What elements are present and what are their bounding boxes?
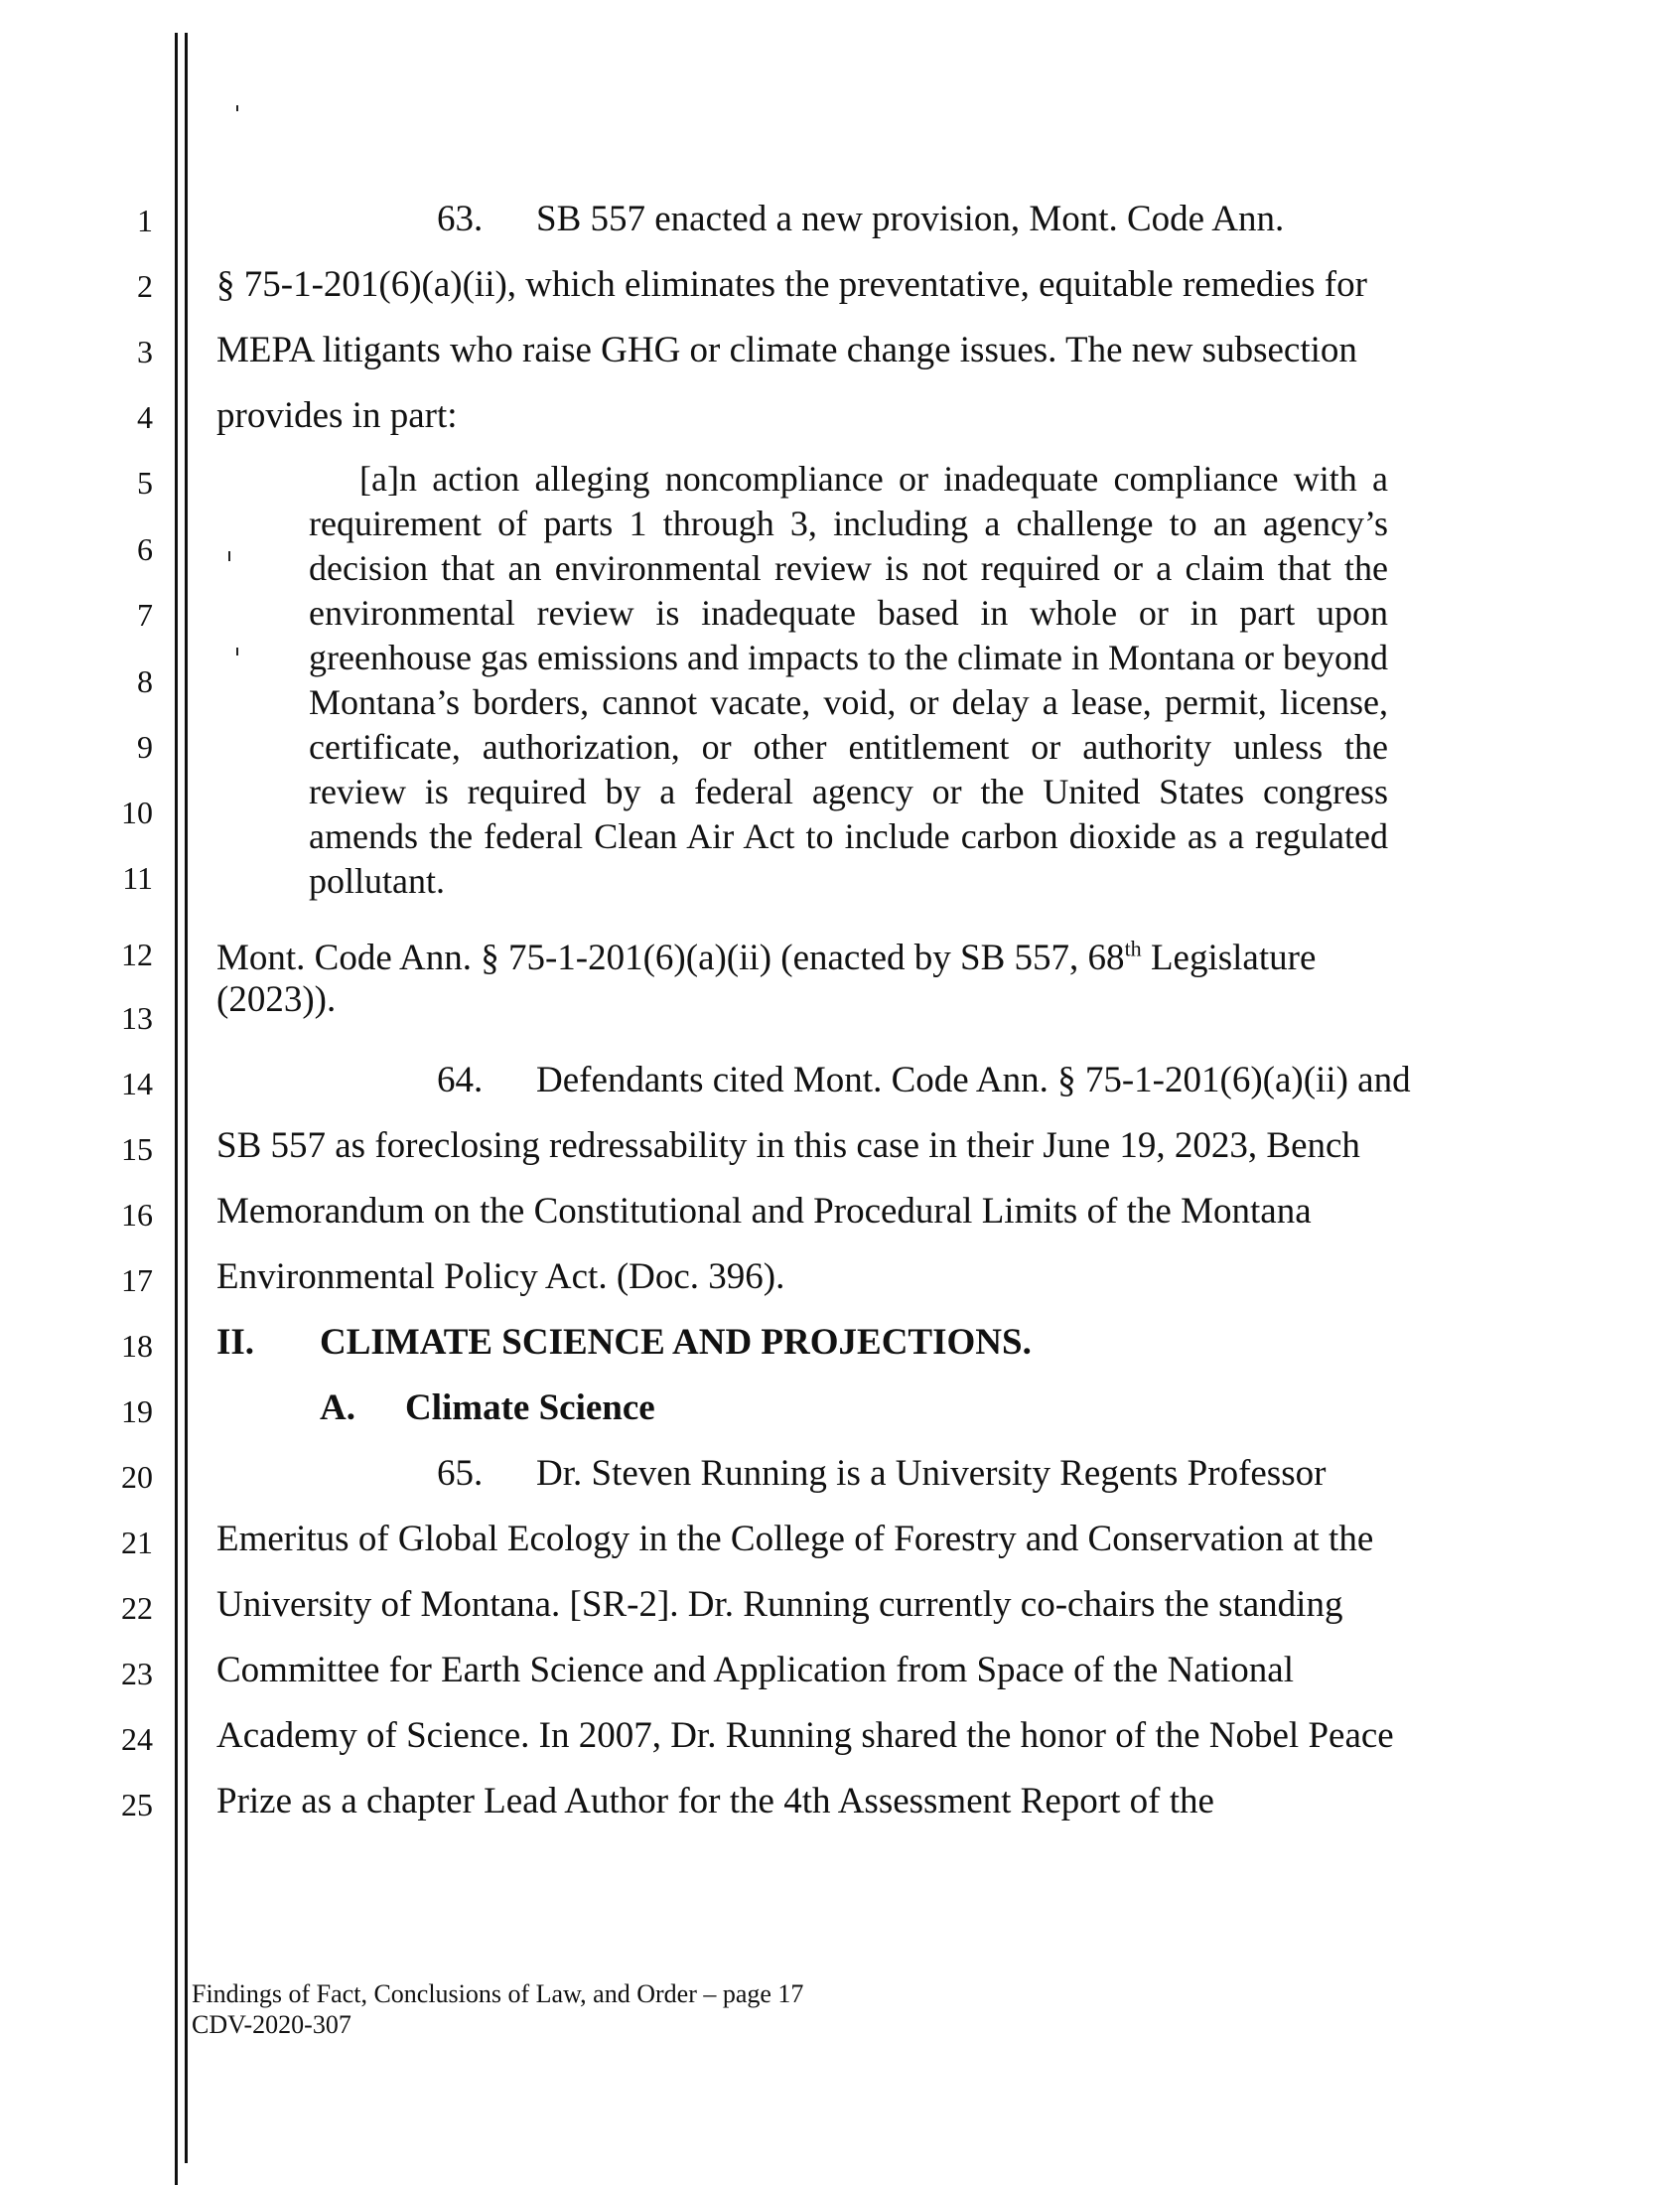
footer-title: Findings of Fact, Conclusions of Law, and Order – page 17	[192, 1979, 804, 2008]
para-64-line-2: SB 557 as foreclosing redressability in this case in their June 19, 2023, Bench	[216, 1125, 1360, 1166]
line-number: 5	[137, 465, 153, 501]
line-number: 8	[137, 663, 153, 699]
left-margin-rule-inner	[185, 33, 188, 2163]
para-65-line-4: Committee for Earth Science and Application from Space of the National	[216, 1650, 1294, 1690]
para-64-line-3: Memorandum on the Constitutional and Procedural Limits of the Montana	[216, 1191, 1312, 1232]
line-number: 13	[121, 1000, 153, 1036]
para-65-line-2: Emeritus of Global Ecology in the College of Forestry and Conservation at the	[216, 1519, 1374, 1559]
citation-line-2: (2023)).	[216, 979, 337, 1020]
line-number: 19	[121, 1393, 153, 1429]
para-63-line-1: 63. SB 557 enacted a new provision, Mont. Code Ann.	[437, 199, 1285, 239]
paragraph-number: 63.	[437, 199, 484, 239]
para-63-line-3: MEPA litigants who raise GHG or climate change issues. The new subsection	[216, 330, 1357, 370]
section-title: CLIMATE SCIENCE AND PROJECTIONS.	[320, 1322, 1032, 1363]
line-number: 7	[137, 597, 153, 633]
line-number: 15	[121, 1131, 153, 1167]
para-65-line-6: Prize as a chapter Lead Author for the 4th Assessment Report of the	[216, 1781, 1214, 1821]
line-number: 16	[121, 1197, 153, 1233]
subsection-title: Climate Science	[405, 1387, 655, 1428]
scan-artifact	[228, 551, 230, 561]
page-footer	[192, 1978, 803, 2040]
line-number: 1	[137, 203, 153, 238]
para-63-line-4: provides in part:	[216, 395, 458, 436]
para-64-line-4: Environmental Policy Act. (Doc. 396).	[216, 1256, 785, 1297]
line-number: 6	[137, 531, 153, 567]
line-number: 14	[121, 1066, 153, 1101]
citation-line-1: Mont. Code Ann. § 75-1-201(6)(a)(ii) (enacted by SB 557, 68th Legislature	[216, 936, 1317, 978]
line-number: 25	[121, 1787, 153, 1822]
line-number: 20	[121, 1459, 153, 1495]
line-number: 23	[121, 1656, 153, 1691]
line-number: 10	[121, 795, 153, 830]
subsection-letter: A.	[320, 1387, 355, 1428]
block-quote-text: [a]n action alleging noncompliance or inadequate compliance with a requirement of parts 1 through 3, including a challenge to an agency’s decision that an environmental review is not required or a claim that the environmental review is inadequate based in whole or in part upon greenhouse gas emissions and impacts to the climate in Montana or beyond Montana’s borders, cannot vacate, void, or delay a lease, permit, license, certificate, authorization, or other entitlement or authority unless the review is required by a federal agency or the United States congress amends the federal Clean Air Act to include carbon dioxide as a regulated pollutant.	[309, 459, 1388, 901]
line-number: 4	[137, 399, 153, 435]
para-63-line-2: § 75-1-201(6)(a)(ii), which eliminates the preventative, equitable remedies for	[216, 264, 1367, 305]
line-number: 2	[137, 268, 153, 304]
line-number: 22	[121, 1590, 153, 1626]
line-number: 17	[121, 1262, 153, 1298]
section-heading	[216, 1323, 1032, 1363]
statute-block-quote	[309, 457, 1388, 904]
para-65-line-5: Academy of Science. In 2007, Dr. Running shared the honor of the Nobel Peace	[216, 1715, 1394, 1756]
line-number: 11	[122, 860, 153, 896]
case-number: CDV-2020-307	[192, 2010, 351, 2039]
paragraph-number: 65.	[437, 1453, 484, 1494]
para-65-line-1: 65. Dr. Steven Running is a University Regents Professor	[437, 1453, 1327, 1494]
line-number: 18	[121, 1328, 153, 1364]
section-number: II.	[216, 1322, 255, 1363]
paragraph-number: 64.	[437, 1060, 484, 1100]
subsection-heading	[320, 1388, 655, 1428]
para-64-line-1: 64. Defendants cited Mont. Code Ann. § 75-1-201(6)(a)(ii) and	[437, 1060, 1411, 1100]
scan-artifact	[236, 105, 238, 111]
left-margin-rule	[175, 33, 178, 2185]
line-number: 21	[121, 1525, 153, 1560]
line-number: 12	[121, 937, 153, 972]
line-number: 3	[137, 334, 153, 369]
scan-artifact	[236, 648, 238, 656]
para-65-line-3: University of Montana. [SR-2]. Dr. Running currently co-chairs the standing	[216, 1584, 1343, 1625]
line-number: 9	[137, 729, 153, 765]
line-number: 24	[121, 1721, 153, 1757]
